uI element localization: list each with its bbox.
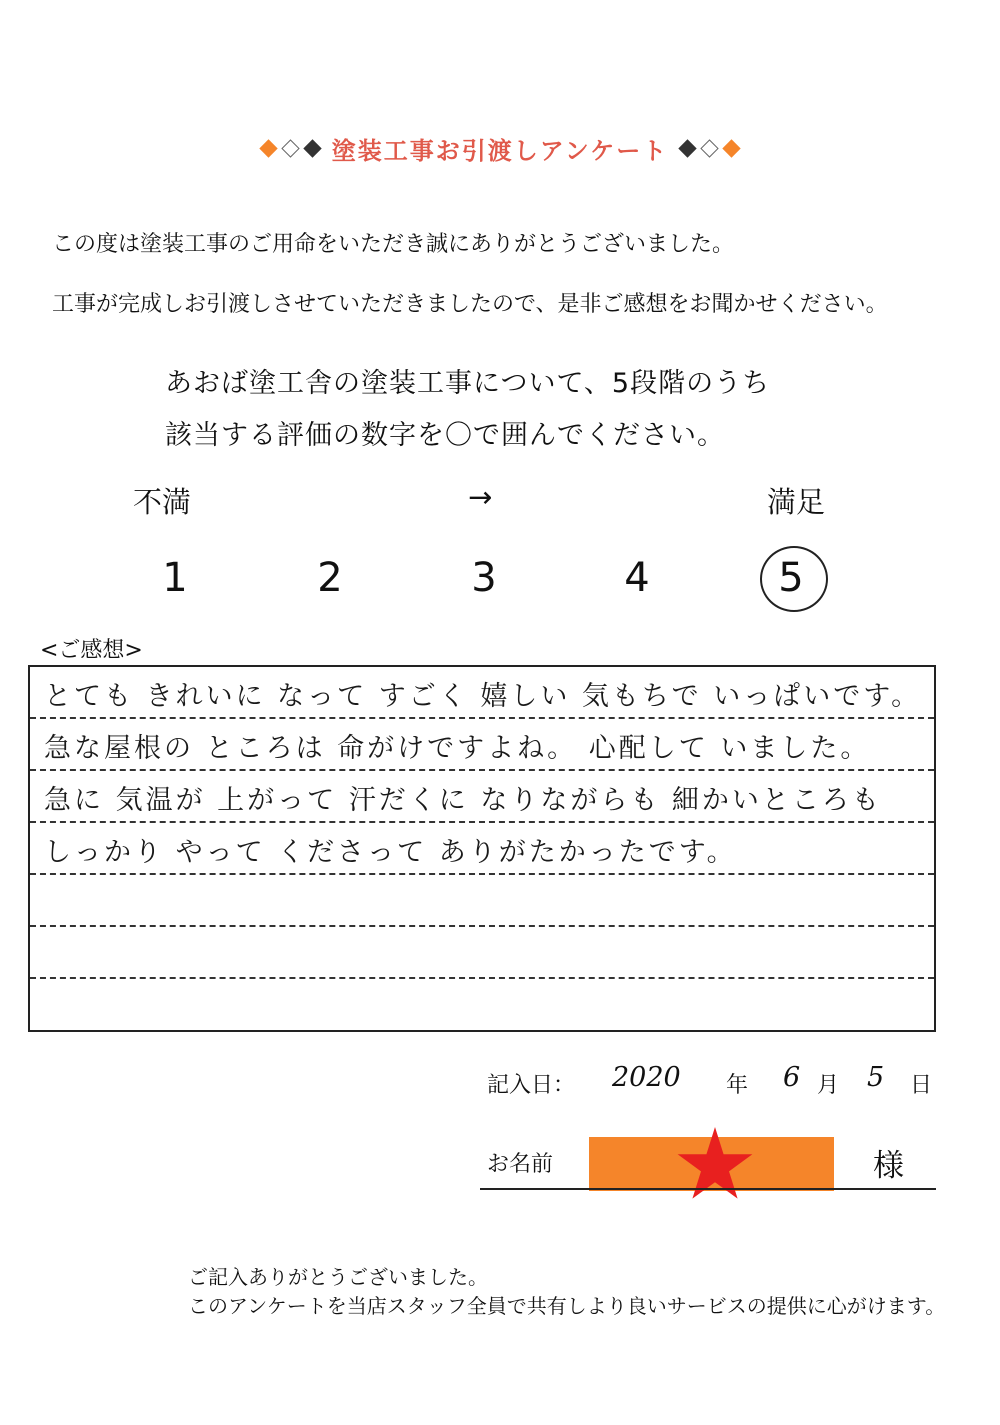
footer-note: このアンケートを当店スタッフ全員で共有しより良いサービスの提供に心がけます。 (188, 1294, 946, 1318)
rating-option-2[interactable]: 2 (317, 555, 343, 601)
selected-rating-circle (760, 546, 828, 612)
entry-month[interactable]: 6 (783, 1062, 801, 1093)
day-unit: 日 (910, 1073, 933, 1098)
rating-option-4[interactable]: 4 (624, 555, 650, 601)
survey-title: 塗装工事お引渡しアンケート (331, 136, 669, 165)
comment-line (30, 771, 934, 823)
name-label: お名前 (487, 1152, 554, 1177)
diamond-outline-icon (701, 139, 719, 157)
instruction-line-2: 該当する評価の数字を〇で囲んでください。 (165, 420, 725, 451)
scale-high-label: 満足 (767, 485, 826, 519)
rating-option-1[interactable]: 1 (162, 555, 188, 601)
survey-header (0, 128, 1000, 168)
diamond-icon (303, 139, 321, 157)
comment-text: とても きれいに なって すごく 嬉しい 気もちで いっぱいです。 (44, 681, 922, 712)
name-underline (480, 1188, 936, 1190)
diamond-outline-icon (281, 139, 299, 157)
comment-line (30, 979, 934, 1030)
year-unit: 年 (726, 1073, 749, 1098)
entry-date-label: 記入日： (487, 1073, 576, 1098)
month-unit: 月 (817, 1073, 840, 1098)
intro-line-2: 工事が完成しお引渡しさせていただきましたので、是非ご感想をお聞かせください。 (52, 292, 888, 317)
diamond-icon (259, 139, 277, 157)
rating-option-5[interactable]: 5 (778, 555, 804, 601)
scale-arrow: → (468, 480, 493, 514)
left-diamond-ornament (259, 142, 322, 155)
comment-text: 急な屋根の ところは 命がけですよね。 心配して いました。 (44, 733, 871, 764)
comment-line (30, 927, 934, 979)
entry-day[interactable]: 5 (867, 1062, 885, 1093)
comments-heading: <ご感想> (40, 638, 143, 663)
comment-line (30, 823, 934, 875)
diamond-icon (679, 139, 697, 157)
diamond-icon (723, 139, 741, 157)
comments-box[interactable] (28, 665, 936, 1032)
comment-line (30, 719, 934, 771)
right-diamond-ornament (678, 142, 741, 155)
rating-option-3[interactable]: 3 (471, 555, 497, 601)
comment-line (30, 667, 934, 719)
scale-low-label: 不満 (133, 485, 192, 519)
comment-text: しっかり やって くださって ありがたかったです。 (44, 837, 737, 868)
instruction-line-1: あおば塗工舎の塗装工事について、5段階のうち (165, 368, 771, 399)
comment-line (30, 875, 934, 927)
footer-thanks: ご記入ありがとうございました。 (188, 1265, 488, 1289)
entry-year[interactable]: 2020 (612, 1062, 681, 1093)
honorific: 様 (873, 1148, 904, 1184)
intro-line-1: この度は塗装工事のご用命をいただき誠にありがとうございました。 (52, 232, 735, 257)
comment-text: 急に 気温が 上がって 汗だくに なりながらも 細かいところも (44, 785, 882, 816)
